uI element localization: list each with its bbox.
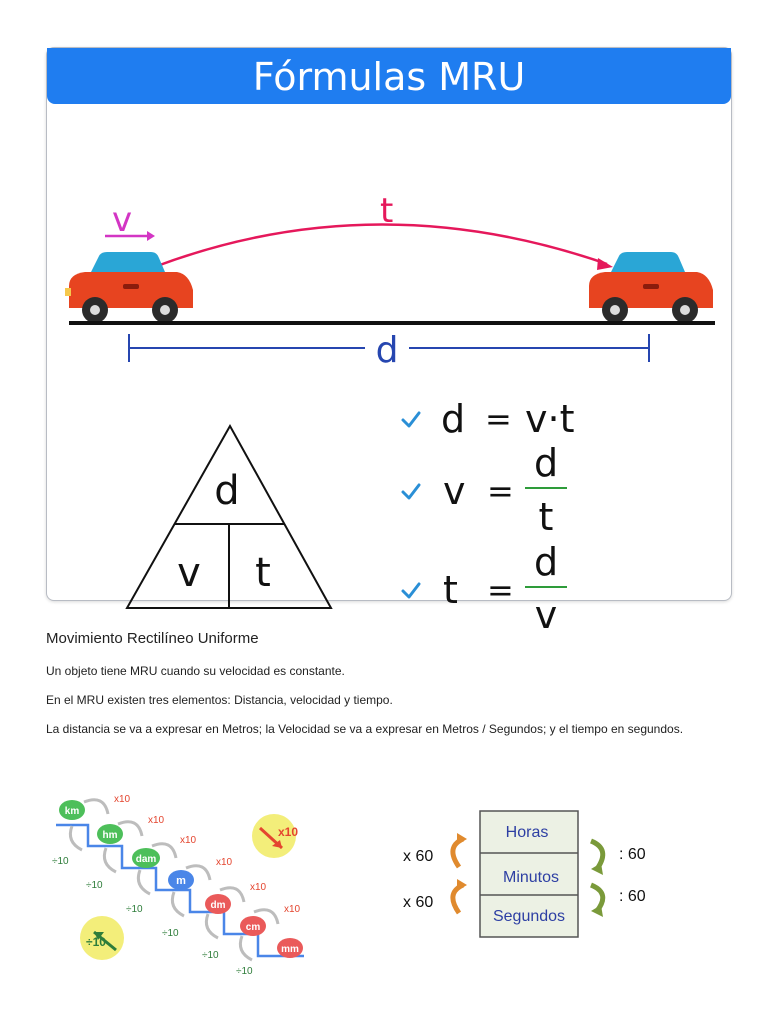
div-label: ÷10 <box>52 856 69 867</box>
svg-text:dm: dm <box>210 900 226 911</box>
velocity-label: v <box>112 200 133 240</box>
distance-label: d <box>375 330 399 371</box>
multiply-badge-label: x10 <box>278 825 299 839</box>
time-label: t <box>380 191 394 231</box>
formula2-numerator: d <box>533 441 559 485</box>
divide-badge-label: ÷10 <box>86 935 106 949</box>
green-curved-arrow-icon <box>591 841 603 911</box>
mult-label: x10 <box>148 815 165 826</box>
unit-cm <box>240 916 266 936</box>
svg-text:km: km <box>64 806 80 817</box>
unit-dam <box>132 848 160 868</box>
time-right-label-1: : 60 <box>619 846 646 863</box>
mult-label: x10 <box>180 835 197 846</box>
formula3-denominator: v <box>534 593 558 637</box>
mult-label: x10 <box>250 882 267 893</box>
formula2-left: v <box>443 469 466 513</box>
time-right-label-2: : 60 <box>619 888 646 905</box>
time-row-seconds: Segundos <box>492 908 566 925</box>
mru-illustration <box>47 104 731 637</box>
formula3-left: t <box>443 568 458 612</box>
triangle-bottom-right: t <box>255 550 271 596</box>
time-arc-icon <box>157 224 613 270</box>
div-label: ÷10 <box>236 966 253 977</box>
unit-dm <box>205 894 231 914</box>
unit-mm <box>277 938 303 958</box>
formulas-card <box>46 47 732 637</box>
unit-conversion-staircase <box>46 780 316 980</box>
triangle-bottom-left: v <box>177 550 201 596</box>
formula3-eq: = <box>487 571 514 609</box>
check-icon <box>403 584 419 597</box>
paragraph-2: En el MRU existen tres elementos: Distancia, velocidad y tiempo. <box>46 693 393 707</box>
mult-label: x10 <box>114 794 131 805</box>
svg-text:dam: dam <box>135 854 157 865</box>
mult-label: x10 <box>284 904 301 915</box>
formula1-right: v·t <box>525 397 575 441</box>
svg-text:hm: hm <box>102 830 118 841</box>
check-icon <box>403 413 419 426</box>
car-right-icon <box>589 252 713 323</box>
div-label: ÷10 <box>202 950 219 961</box>
div-label: ÷10 <box>126 904 143 915</box>
time-row-minutes: Minutos <box>502 869 560 886</box>
unit-m <box>168 870 194 890</box>
formula1-left: d <box>441 397 466 441</box>
unit-km <box>59 800 85 820</box>
time-row-hours: Horas <box>505 824 549 841</box>
div-label: ÷10 <box>162 928 179 939</box>
orange-curved-arrow-icon <box>453 839 463 913</box>
svg-text:m: m <box>176 875 186 887</box>
paragraph-3: La distancia se va a expresar en Metros; la Velocidad se va a expresar en Metros / Segundos; y el tiempo en segundos. <box>46 722 684 736</box>
check-icon <box>403 485 419 498</box>
time-left-label-2: x 60 <box>403 894 434 911</box>
formula2-eq: = <box>487 472 514 510</box>
mult-label: x10 <box>216 857 233 868</box>
paragraph-1: Un objeto tiene MRU cuando su velocidad es constante. <box>46 664 345 678</box>
svg-text:mm: mm <box>281 944 299 955</box>
description-block <box>46 630 736 750</box>
svg-text:cm: cm <box>245 922 261 933</box>
div-label: ÷10 <box>86 880 103 891</box>
time-conversion-table <box>395 805 695 945</box>
formula-triangle <box>127 426 331 608</box>
time-left-label-1: x 60 <box>403 848 434 865</box>
orange-arrowhead-icon <box>457 833 467 845</box>
section-heading: Movimiento Rectilíneo Uniforme <box>46 630 259 647</box>
orange-arrowhead-icon <box>457 879 467 891</box>
card-title: Fórmulas MRU <box>47 48 731 104</box>
formula1-eq: = <box>485 400 512 438</box>
formula2-denominator: t <box>538 495 554 539</box>
car-left-icon <box>65 252 193 323</box>
triangle-top: d <box>214 468 240 514</box>
unit-hm <box>97 824 123 844</box>
formula3-numerator: d <box>533 540 559 584</box>
